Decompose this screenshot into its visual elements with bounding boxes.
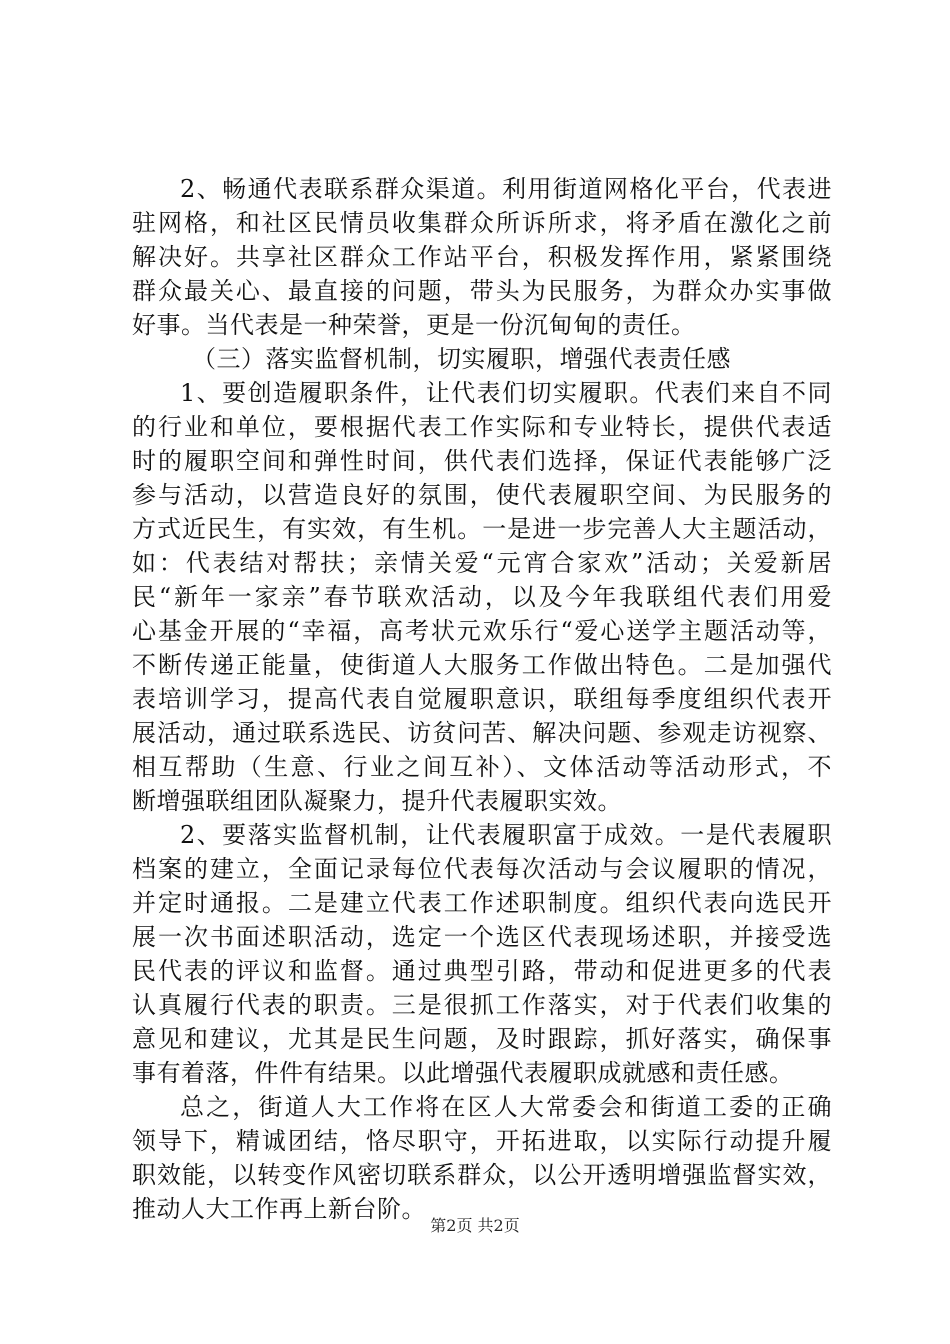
paragraph-line: 时的履职空间和弹性时间，供代表们选择，保证代表能够广泛 bbox=[132, 447, 832, 475]
paragraph-line: 不断传递正能量，使街道人大服务工作做出特色。二是加强代 bbox=[132, 651, 832, 679]
paragraph-line: 参与活动，以营造良好的氛围，使代表履职空间、为民服务的 bbox=[132, 481, 832, 509]
paragraph-line: 断增强联组团队凝聚力，提升代表履职实效。 bbox=[132, 787, 622, 815]
paragraph-line: 民代表的评议和监督。通过典型引路，带动和促进更多的代表 bbox=[132, 957, 832, 985]
paragraph-line: 2、畅通代表联系群众渠道。利用街道网格化平台，代表进 bbox=[180, 175, 832, 203]
paragraph-line: 如：代表结对帮扶；亲情关爱“元宵合家欢”活动；关爱新居 bbox=[132, 549, 832, 577]
paragraph-line: 相互帮助（生意、行业之间互补）、文体活动等活动形式，不 bbox=[132, 753, 832, 781]
paragraph-line: 的行业和单位，要根据代表工作实际和专业特长，提供代表适 bbox=[132, 413, 832, 441]
paragraph-line: 民“新年一家亲”春节联欢活动，以及今年我联组代表们用爱 bbox=[132, 583, 832, 611]
paragraph-line: 好事。当代表是一种荣誉，更是一份沉甸甸的责任。 bbox=[132, 311, 696, 339]
paragraph-line: 职效能，以转变作风密切联系群众，以公开透明增强监督实效， bbox=[132, 1161, 832, 1189]
paragraph-line: 认真履行代表的职责。三是很抓工作落实，对于代表们收集的 bbox=[132, 991, 832, 1019]
paragraph-line: 领导下，精诚团结，恪尽职守，开拓进取，以实际行动提升履 bbox=[132, 1127, 832, 1155]
paragraph-line: 2、要落实监督机制，让代表履职富于成效。一是代表履职 bbox=[180, 821, 832, 849]
paragraph-line: 推动人大工作再上新台阶。 bbox=[132, 1195, 426, 1223]
paragraph-line: 展一次书面述职活动，选定一个选区代表现场述职，并接受选 bbox=[132, 923, 832, 951]
paragraph-line: 表培训学习，提高代表自觉履职意识，联组每季度组织代表开 bbox=[132, 685, 832, 713]
paragraph-line: 事有着落，件件有结果。以此增强代表履职成就感和责任感。 bbox=[132, 1059, 794, 1087]
paragraph-line: 心基金开展的“幸福，高考状元欢乐行“爱心送学主题活动等， bbox=[132, 617, 832, 645]
paragraph-line: 总之，街道人大工作将在区人大常委会和街道工委的正确 bbox=[180, 1093, 832, 1121]
paragraph-line: 驻网格，和社区民情员收集群众所诉所求，将矛盾在激化之前 bbox=[132, 209, 832, 237]
paragraph-line: 解决好。共享社区群众工作站平台，积极发挥作用，紧紧围绕 bbox=[132, 243, 832, 271]
document-body bbox=[132, 172, 832, 1226]
page-footer: 第2页 共2页 bbox=[430, 1216, 520, 1235]
paragraph-line: 方式近民生，有实效，有生机。一是进一步完善人大主题活动， bbox=[132, 515, 832, 543]
section-heading: （三）落实监督机制，切实履职，增强代表责任感 bbox=[192, 345, 731, 373]
paragraph-line: 档案的建立，全面记录每位代表每次活动与会议履职的情况， bbox=[132, 855, 832, 883]
paragraph-line: 展活动，通过联系选民、访贫问苦、解决问题、参观走访视察、 bbox=[132, 719, 832, 747]
paragraph-line: 并定时通报。二是建立代表工作述职制度。组织代表向选民开 bbox=[132, 889, 832, 917]
paragraph-line: 意见和建议，尤其是民生问题，及时跟踪，抓好落实，确保事 bbox=[132, 1025, 832, 1053]
paragraph-line: 群众最关心、最直接的问题，带头为民服务，为群众办实事做 bbox=[132, 277, 832, 305]
paragraph-line: 1、要创造履职条件，让代表们切实履职。代表们来自不同 bbox=[180, 379, 832, 407]
